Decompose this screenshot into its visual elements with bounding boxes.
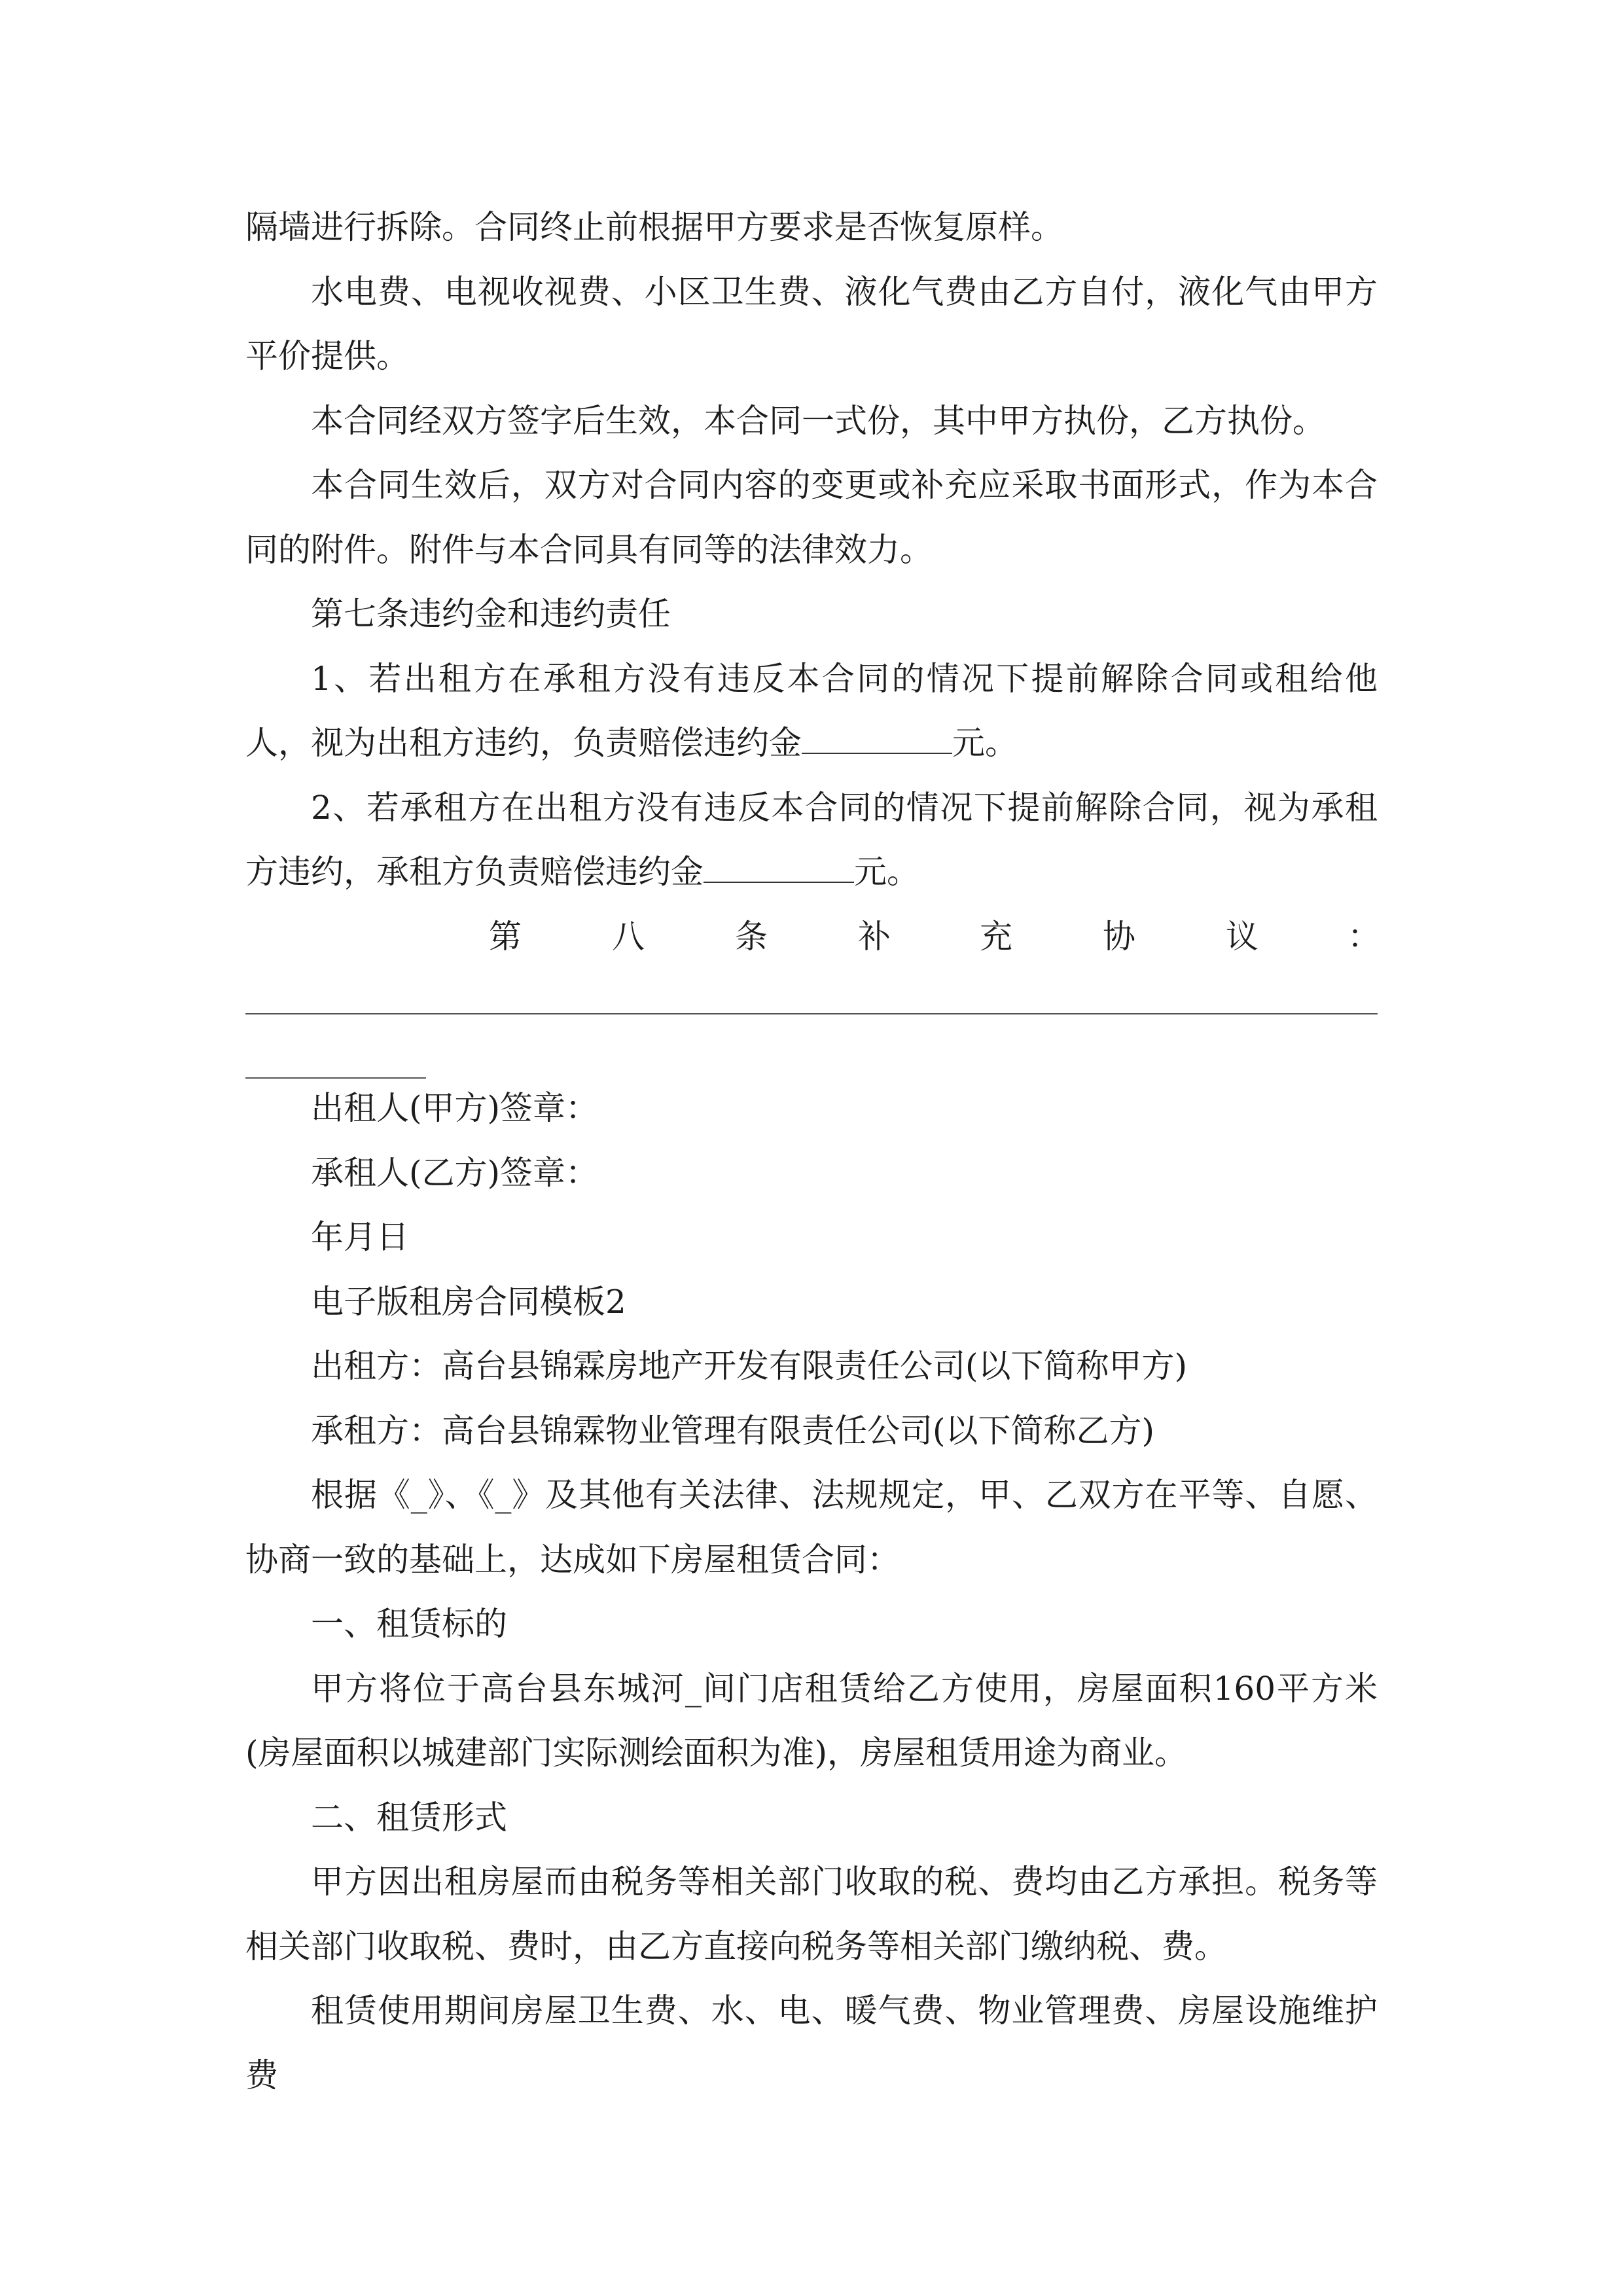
contract-2-title: 电子版租房合同模板2 (311, 1282, 626, 1321)
paragraph: 根据《_》、《_》及其他有关法律、法规规定，甲、乙双方在平等、自愿、协商一致的基础上，达成如下房屋租赁合同： (245, 1476, 1378, 1579)
article-8-char: 第 (489, 917, 522, 956)
penalty-amount-blank (704, 855, 854, 883)
article-7-heading: 第七条违约金和违约责任 (311, 595, 671, 633)
paragraph: 本合同生效后，双方对合同内容的变更或补充应采取书面形式，作为本合同的附件。附件与本合同具有同等的法律效力。 (245, 466, 1378, 569)
article-8-heading (245, 905, 1378, 969)
clause-1-text: 1、若出租方在承租方没有违反本合同的情况下提前解除合同或租给他人，视为出租方违约，负责赔偿违约金 (245, 659, 1378, 762)
lessor-signature: 出租人(甲方)签章： (311, 1089, 599, 1127)
paragraph: 甲方因出租房屋而由税务等相关部门收取的税、费均由乙方承担。税务等相关部门收取税、费时，由乙方直接向税务等相关部门缴纳税、费。 (245, 1863, 1378, 1965)
article-8-char: 充 (980, 917, 1012, 956)
paragraph: 甲方将位于高台县东城河_间门店租赁给乙方使用，房屋面积160平方米(房屋面积以城建部门实际测绘面积为准)，房屋租赁用途为商业。 (245, 1669, 1378, 1772)
section-heading: 二、租赁形式 (311, 1798, 507, 1837)
lessee-signature: 承租人(乙方)签章： (311, 1153, 599, 1192)
penalty-amount-blank (802, 726, 952, 754)
clause-2 (245, 776, 1378, 905)
article-8-char: 条 (735, 917, 768, 956)
date-line: 年月日 (311, 1218, 409, 1256)
article-8-char: 议 (1226, 917, 1258, 956)
paragraph: 隔墙进行拆除。合同终止前根据甲方要求是否恢复原样。 (245, 208, 1063, 246)
lessor-name: 出租方：高台县锦霖房地产开发有限责任公司(以下简称甲方) (311, 1347, 1188, 1385)
clause-2-text: 2、若承租方在出租方没有违反本合同的情况下提前解除合同，视为承租方违约，承租方负责赔偿违约金 (245, 788, 1378, 891)
supplement-fill-line (245, 1013, 1378, 1014)
document-body (245, 195, 1378, 2108)
paragraph: 租赁使用期间房屋卫生费、水、电、暖气费、物业管理费、房屋设施维护费 (245, 1992, 1378, 2094)
clause-1 (245, 647, 1378, 776)
clause-1-unit: 元。 (952, 724, 1018, 762)
lessee-name: 承租方：高台县锦霖物业管理有限责任公司(以下简称乙方) (311, 1411, 1155, 1450)
article-8-char: 八 (612, 917, 645, 956)
signature-and-contract-2 (245, 1076, 1378, 2108)
article-8-char: 补 (858, 917, 891, 956)
paragraph: 本合同经双方签字后生效，本合同一式份，其中甲方执份，乙方执份。 (311, 401, 1325, 440)
paragraph: 水电费、电视收视费、小区卫生费、液化气费由乙方自付，液化气由甲方平价提供。 (245, 272, 1378, 375)
clause-2-unit: 元。 (854, 853, 919, 891)
article-8-char: 协 (1103, 917, 1135, 956)
section-heading: 一、租赁标的 (311, 1605, 507, 1643)
article-8-char: ： (1347, 917, 1380, 956)
